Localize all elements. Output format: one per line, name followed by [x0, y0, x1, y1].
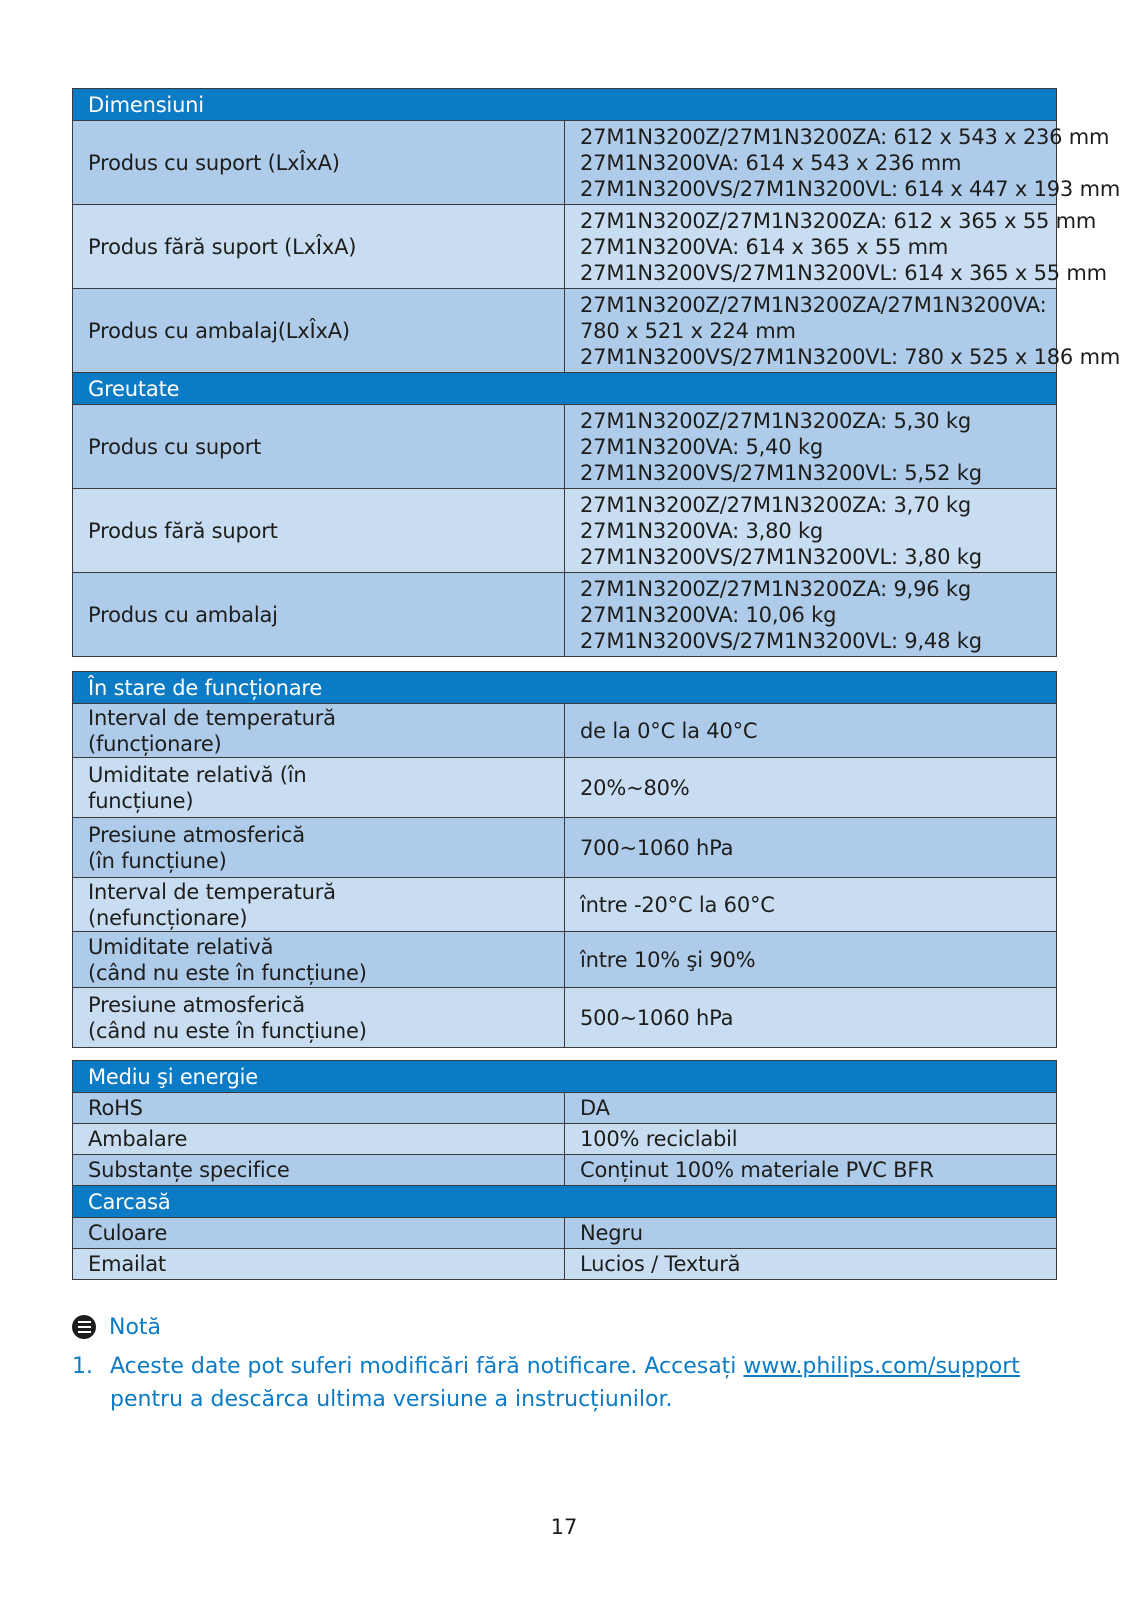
row-value: DA — [565, 1093, 1057, 1124]
row-value: Lucios / Textură — [565, 1249, 1057, 1280]
row-label: Presiune atmosferică (când nu este în funcțiune) — [73, 988, 565, 1048]
row-label: Substanțe specifice — [73, 1155, 565, 1186]
section-title: Mediu şi energie — [73, 1061, 1057, 1093]
row-value: între -20°C la 60°C — [565, 878, 1057, 932]
section-header-functionare — [73, 672, 1057, 704]
section-header-carcasa — [73, 1186, 1057, 1218]
row-value: Conținut 100% materiale PVC BFR — [565, 1155, 1057, 1186]
section-title: Greutate — [73, 373, 1057, 405]
table-row — [73, 205, 1057, 289]
row-value: 27M1N3200Z/27M1N3200ZA: 9,96 kg 27M1N3200VA: 10,06 kg 27M1N3200VS/27M1N3200VL: 9,48 kg — [565, 573, 1057, 657]
spec-table-environment-cabinet — [72, 1060, 1057, 1280]
table-row — [73, 1218, 1057, 1249]
row-label: Produs cu suport (LxÎxA) — [73, 121, 565, 205]
table-row — [73, 878, 1057, 932]
table-row — [73, 405, 1057, 489]
row-label: Culoare — [73, 1218, 565, 1249]
note-section — [72, 1312, 1062, 1416]
row-value: 27M1N3200Z/27M1N3200ZA: 612 x 365 x 55 mm 27M1N3200VA: 614 x 365 x 55 mm 27M1N3200VS/27M1N3200VL: 614 x 365 x 55 mm — [565, 205, 1057, 289]
section-title: Dimensiuni — [73, 89, 1057, 121]
table-row — [73, 1124, 1057, 1155]
row-label: Interval de temperatură (funcționare) — [73, 704, 565, 758]
row-label: Ambalare — [73, 1124, 565, 1155]
table-row — [73, 1249, 1057, 1280]
row-label: Produs cu ambalaj — [73, 573, 565, 657]
note-item — [72, 1350, 1062, 1416]
row-value: 500~1060 hPa — [565, 988, 1057, 1048]
table-row — [73, 988, 1057, 1048]
row-label: Produs cu ambalaj(LxÎxA) — [73, 289, 565, 373]
table-row — [73, 818, 1057, 878]
row-label: Emailat — [73, 1249, 565, 1280]
row-value: 27M1N3200Z/27M1N3200ZA/27M1N3200VA: 780 x 521 x 224 mm 27M1N3200VS/27M1N3200VL: 780 x 525 x 186 mm — [565, 289, 1057, 373]
section-header-dimensiuni — [73, 89, 1057, 121]
note-item-text: Aceste date pot suferi modificări fără notificare. Accesați www.philips.com/support pentru a descărca ultima versiune a instrucțiunilor. — [110, 1354, 1020, 1412]
row-label: Presiune atmosferică (în funcțiune) — [73, 818, 565, 878]
row-value: între 10% şi 90% — [565, 932, 1057, 988]
page-number: 17 — [550, 1515, 578, 1539]
note-icon — [72, 1315, 96, 1339]
note-item-number: 1. — [72, 1354, 93, 1379]
section-header-mediu — [73, 1061, 1057, 1093]
row-label: Umiditate relativă (când nu este în funcțiune) — [73, 932, 565, 988]
note-title: Notă — [109, 1314, 162, 1340]
section-title: În stare de funcționare — [73, 672, 1057, 704]
row-value: 20%~80% — [565, 758, 1057, 818]
row-label: Produs cu suport — [73, 405, 565, 489]
table-row — [73, 932, 1057, 988]
row-value: 100% reciclabil — [565, 1124, 1057, 1155]
row-label: Produs fără suport (LxÎxA) — [73, 205, 565, 289]
row-value: Negru — [565, 1218, 1057, 1249]
row-value: 27M1N3200Z/27M1N3200ZA: 3,70 kg 27M1N3200VA: 3,80 kg 27M1N3200VS/27M1N3200VL: 3,80 kg — [565, 489, 1057, 573]
table-row — [73, 289, 1057, 373]
section-header-greutate — [73, 373, 1057, 405]
table-row — [73, 758, 1057, 818]
row-value: de la 0°C la 40°C — [565, 704, 1057, 758]
table-row — [73, 573, 1057, 657]
row-value: 27M1N3200Z/27M1N3200ZA: 612 x 543 x 236 mm 27M1N3200VA: 614 x 543 x 236 mm 27M1N3200VS/27M1N3200VL: 614 x 447 x 193 mm — [565, 121, 1057, 205]
row-value: 700~1060 hPa — [565, 818, 1057, 878]
row-value: 27M1N3200Z/27M1N3200ZA: 5,30 kg 27M1N3200VA: 5,40 kg 27M1N3200VS/27M1N3200VL: 5,52 kg — [565, 405, 1057, 489]
table-row — [73, 704, 1057, 758]
table-row — [73, 1093, 1057, 1124]
row-label: Interval de temperatură (nefuncționare) — [73, 878, 565, 932]
row-label: Produs fără suport — [73, 489, 565, 573]
support-link[interactable]: www.philips.com/support — [743, 1354, 1020, 1379]
section-title: Carcasă — [73, 1186, 1057, 1218]
table-row — [73, 489, 1057, 573]
table-row — [73, 121, 1057, 205]
spec-table-operating — [72, 671, 1057, 1048]
row-label: Umiditate relativă (în funcțiune) — [73, 758, 565, 818]
table-row — [73, 1155, 1057, 1186]
note-header — [72, 1312, 1062, 1342]
row-label: RoHS — [73, 1093, 565, 1124]
spec-table-dimensions-weight — [72, 88, 1121, 657]
